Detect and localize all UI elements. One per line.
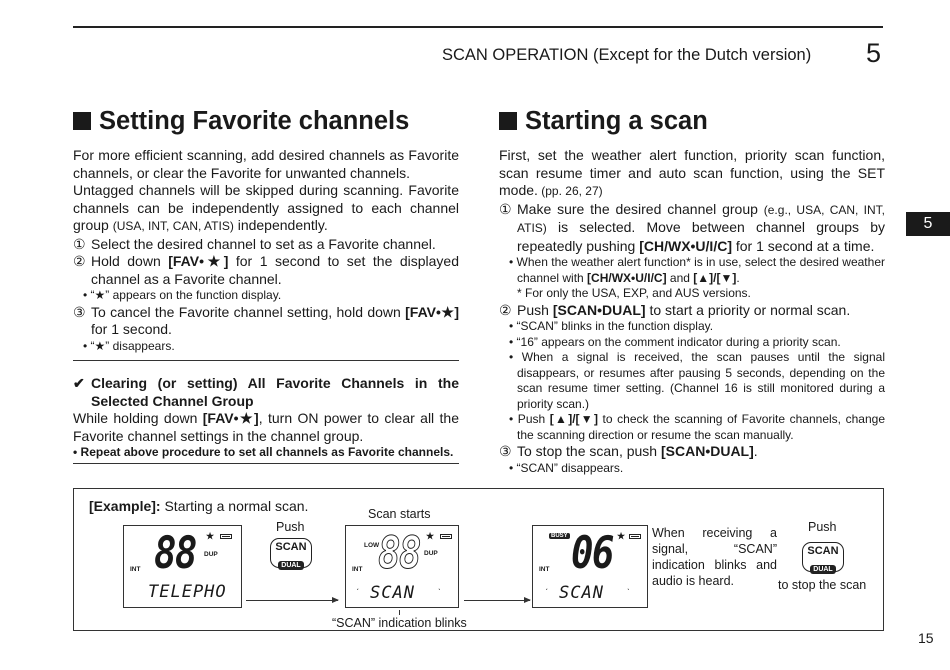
step-3 — [73, 304, 459, 339]
scan-starts-caption: Scan starts — [368, 507, 431, 521]
step-text: To cancel the Favorite channel setting, hold down [FAV•★] for 1 second. — [91, 303, 459, 337]
favorite-star-icon: ★ — [426, 531, 435, 541]
lcd-display-normal — [123, 525, 242, 608]
step-number: ③ — [499, 443, 512, 459]
divider — [73, 360, 459, 361]
channel-number-display: 88 — [154, 528, 196, 579]
section-title: Setting Favorite channels — [99, 106, 410, 135]
step-number: ① — [73, 235, 86, 252]
lcd-display-scanning — [345, 525, 459, 608]
scan-dual-button-icon: SCAN DUAL — [270, 538, 312, 568]
subsection-text: While holding down [FAV•★], turn ON power to clear all the Favorite channel settings in the channel group. — [73, 410, 459, 444]
step-1-note: • When the weather alert function* is in use, select the desired weather channel with [CH/WX•U/I/C] and [▲]/[▼]. — [509, 255, 885, 285]
step-2-note: • When a signal is received, the scan pauses until the signal disappears, or resumes after pausing 5 seconds, depending on the scan resume timer setting. (Channel 16 is still monitored during a priority scan.) — [509, 350, 885, 411]
int-indicator: INT — [130, 566, 141, 573]
dup-indicator: DUP — [424, 550, 438, 557]
receiving-caption: When receiving a signal, “SCAN” indication blinks and audio is heard. — [652, 526, 777, 588]
step-2-note: • Push [▲]/[▼] to check the scanning of Favorite channels, change the scanning direction or resume the scan manually. — [509, 412, 885, 442]
step-text: To stop the scan, push [SCAN•DUAL]. — [517, 443, 758, 459]
blink-marks-icon: ˎ — [627, 580, 630, 590]
favorite-star-icon: ★ — [206, 531, 215, 541]
chapter-number: 5 — [866, 38, 882, 68]
section-heading — [73, 104, 459, 138]
step-2-note: • “SCAN” blinks in the function display. — [509, 319, 714, 333]
int-indicator: INT — [352, 566, 363, 573]
step-number: ② — [499, 301, 512, 318]
section-title: Starting a scan — [525, 106, 708, 135]
function-display-text: SCAN — [370, 583, 415, 603]
section-heading — [499, 104, 885, 138]
push-caption: Push — [276, 520, 305, 534]
arrow-icon — [464, 600, 530, 601]
arrow-icon — [246, 600, 338, 601]
lcd-display-receiving — [532, 525, 648, 608]
step-3-note: • “★” disappears. — [83, 338, 175, 353]
step-2 — [499, 302, 885, 320]
battery-icon — [629, 534, 641, 539]
square-bullet-icon — [73, 112, 91, 130]
function-display-text: SCAN — [559, 583, 604, 603]
channel-number-display: 88 — [378, 528, 420, 579]
step-2 — [73, 253, 459, 288]
busy-indicator: BUSY — [551, 533, 568, 539]
check-icon: ✔ — [73, 375, 85, 391]
starting-scan-section — [499, 104, 885, 476]
step-2-note: • “16” appears on the comment indicator during a priority scan. — [509, 334, 841, 349]
battery-icon — [220, 534, 232, 539]
stop-scan-caption: to stop the scan — [778, 578, 867, 592]
channel-number-display: 06 — [571, 528, 613, 579]
intro-paragraph-2: Untagged channels will be skipped during scanning. Favorite channels can be independently assigned to each channel group (USA, INT, CAN, ATIS) independently. — [73, 182, 459, 233]
step-text: Select the desired channel to set as a Favorite channel. — [91, 235, 436, 252]
top-rule — [73, 26, 883, 28]
push-caption: Push — [808, 520, 837, 534]
step-number: ① — [499, 200, 512, 217]
footnote: * For only the USA, EXP, and AUS versions. — [517, 286, 751, 300]
battery-icon — [440, 534, 452, 539]
blink-marks-icon: ˎ — [438, 580, 441, 590]
function-display-text: TELEPHO — [148, 582, 227, 602]
page-number: 15 — [918, 630, 934, 646]
dup-indicator: DUP — [204, 551, 218, 558]
subsection-heading — [73, 375, 459, 410]
example-label: [Example]: Starting a normal scan. — [89, 498, 309, 514]
subsection-note: • Repeat above procedure to set all channels as Favorite channels. — [73, 445, 454, 459]
blink-marks-icon: ˏ — [545, 580, 548, 590]
step-1 — [73, 236, 459, 254]
step-text: Push [SCAN•DUAL] to start a priority or normal scan. — [517, 301, 851, 318]
blink-marks-icon: ˏ — [356, 580, 359, 590]
step-3-note: • “SCAN” disappears. — [509, 460, 624, 475]
blink-caption: “SCAN” indication blinks — [332, 616, 467, 630]
low-indicator: LOW — [364, 542, 380, 549]
step-3 — [499, 443, 885, 461]
step-1 — [499, 201, 885, 256]
favorite-star-icon: ★ — [617, 531, 626, 541]
step-text: Make sure the desired channel group (e.g., USA, CAN, INT, ATIS) is selected. Move between channel groups by repeatedly pushing [CH/WX•U/I/C] for 1 second at a time. — [517, 200, 885, 254]
step-text: Hold down [FAV•★] for 1 second to set the displayed channel as a Favorite channel. — [91, 253, 459, 287]
step-2-note: • “★” appears on the function display. — [83, 288, 282, 302]
subsection-title: Clearing (or setting) All Favorite Channels in the Selected Channel Group — [91, 375, 459, 409]
favorite-channels-section — [73, 104, 459, 464]
int-indicator: INT — [539, 566, 550, 573]
step-number: ③ — [73, 303, 86, 320]
divider — [73, 463, 459, 464]
chapter-side-tab: 5 — [906, 212, 950, 236]
example-box — [73, 488, 884, 631]
intro-paragraph: First, set the weather alert function, priority scan function, scan resume timer and auto scan function, using the SET mode. (pp. 26, 27) — [499, 147, 885, 198]
step-number: ② — [73, 253, 86, 269]
page-header-title: SCAN OPERATION (Except for the Dutch version) — [442, 46, 812, 64]
leader-line — [399, 610, 400, 615]
square-bullet-icon — [499, 112, 517, 130]
intro-paragraph: For more efficient scanning, add desired channels as Favorite channels, or clear the Favorite for unwanted channels. — [73, 147, 459, 181]
scan-dual-button-icon: SCAN DUAL — [802, 542, 844, 572]
